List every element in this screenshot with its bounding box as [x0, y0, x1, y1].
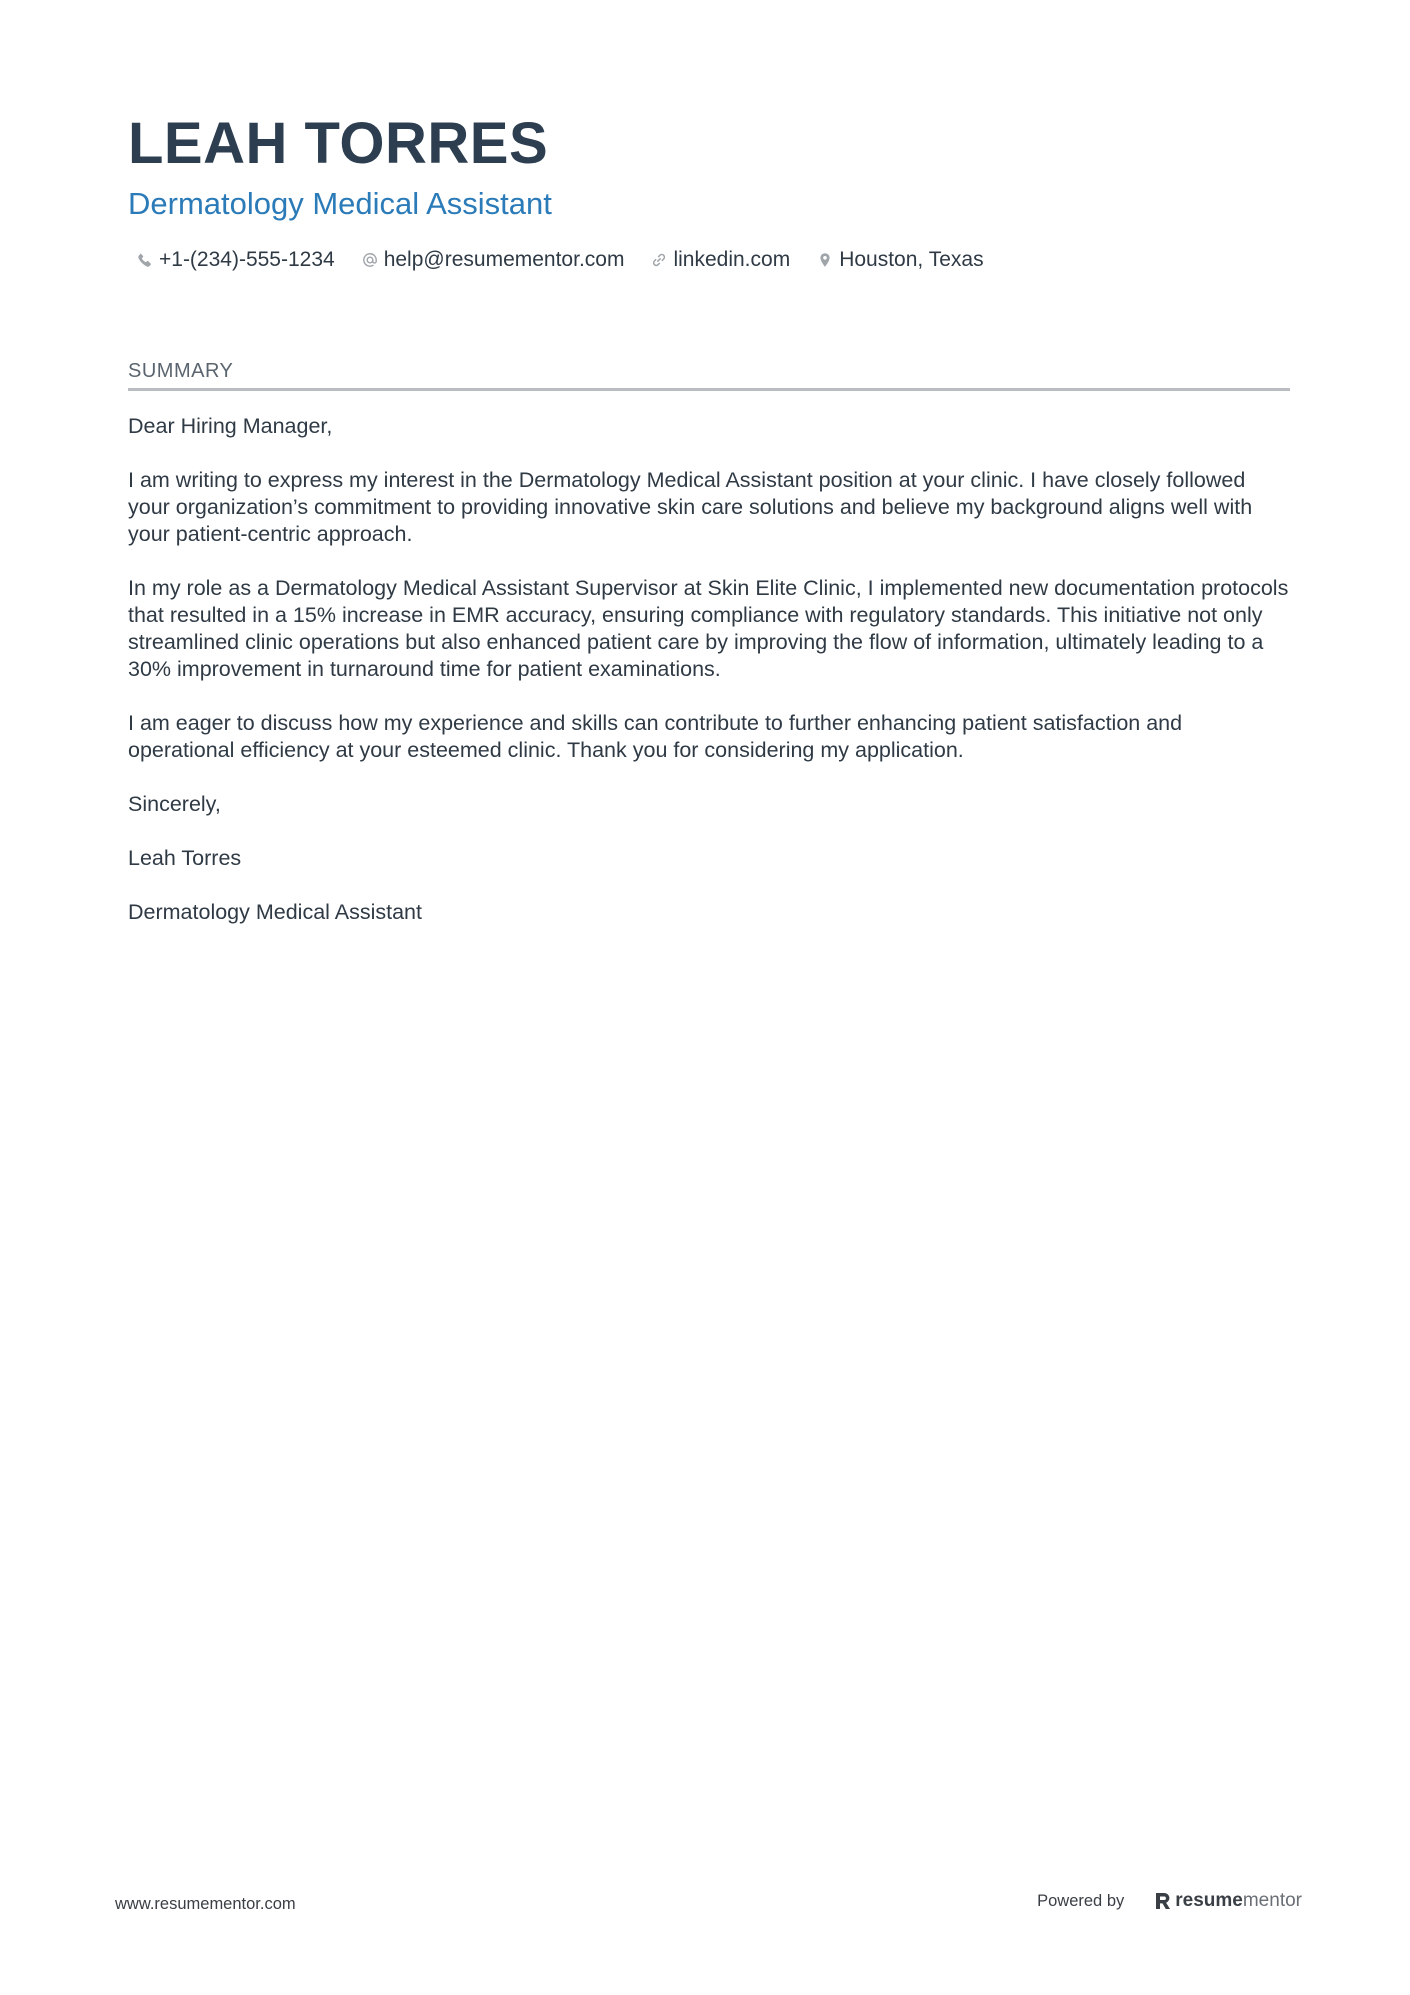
footer-website[interactable]: www.resumementor.com: [115, 1895, 296, 1913]
brand-text-part2: mentor: [1242, 1890, 1302, 1911]
footer-branding: [1037, 1890, 1302, 1912]
brand-logo[interactable]: [1154, 1890, 1302, 1912]
email-text: help@resumementor.com: [383, 248, 625, 271]
letter-body: [128, 413, 1293, 953]
resumementor-logo-icon: [1154, 1891, 1172, 1911]
website-text: linkedin.com: [673, 248, 791, 271]
contact-info: [136, 244, 1010, 276]
candidate-name: LEAH TORRES: [128, 111, 549, 176]
signature-name: Leah Torres: [128, 846, 242, 870]
candidate-title: Dermatology Medical Assistant: [128, 186, 552, 221]
powered-by-text: Powered by: [1037, 1891, 1125, 1910]
phone-text: +1-(234)-555-1234: [159, 248, 335, 271]
summary-heading-text: SUMMARY: [128, 360, 234, 382]
contact-email: [361, 248, 625, 272]
contact-location: [816, 248, 983, 272]
summary-heading: [128, 358, 1290, 391]
letter-paragraph: In my role as a Dermatology Medical Assistant Supervisor at Skin Elite Clinic, I implemented new documentation protocols that resulted in a 15% increase in EMR accuracy, ensuring compliance with regulatory standards. This initiative not only streamlined clinic operations but also enhanced patient care by improving the flow of information, ultimately leading to a 30% improvement in turnaround time for patient examinations.: [128, 576, 1289, 681]
brand-text-part1: resume: [1175, 1890, 1243, 1911]
location-text: Houston, Texas: [839, 248, 984, 271]
link-icon: [650, 251, 668, 269]
salutation: Dear Hiring Manager,: [128, 414, 333, 438]
contact-website: [650, 248, 790, 272]
at-icon: [361, 251, 379, 269]
closing: Sincerely,: [128, 792, 221, 816]
letter-paragraph: I am writing to express my interest in the Dermatology Medical Assistant position at your clinic. I have closely followed your organization’s commitment to providing innovative skin care solutions and believe my background aligns well with your patient-centric approach.: [128, 468, 1253, 546]
signature-title: Dermatology Medical Assistant: [128, 900, 422, 924]
letter-paragraph: I am eager to discuss how my experience and skills can contribute to further enhancing patient satisfaction and operational efficiency at your esteemed clinic. Thank you for considering my application.: [128, 711, 1183, 762]
phone-icon: [136, 251, 154, 269]
location-pin-icon: [816, 251, 834, 269]
contact-phone: [136, 248, 335, 272]
